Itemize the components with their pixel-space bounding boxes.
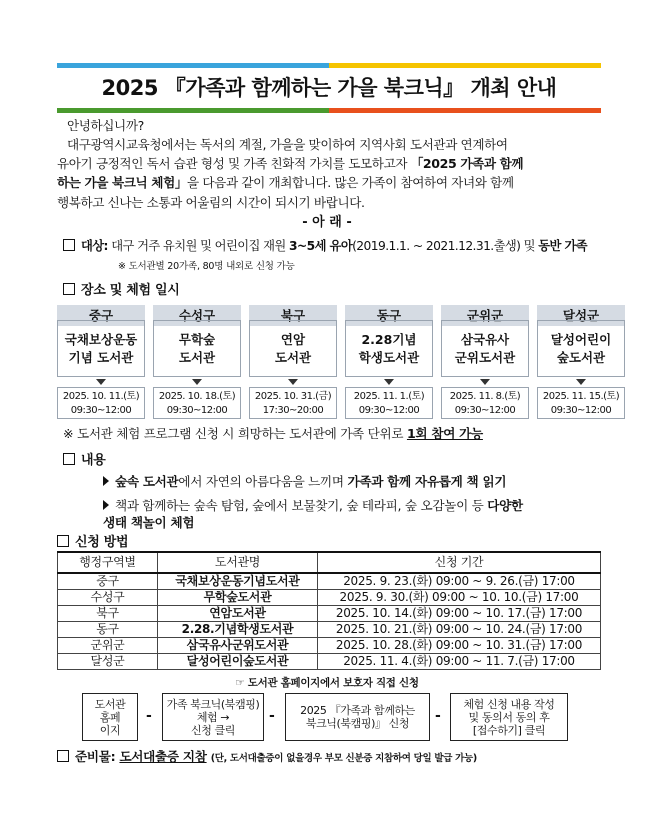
period-cell: 2025. 9. 23.(화) 09:00 ~ 9. 26.(금) 17:00 — [318, 573, 601, 590]
flow-dash: - — [435, 708, 441, 724]
title-bar-bottom-red — [329, 108, 601, 113]
target-section: 대상: 대구 거주 유치원 및 어린이집 재원 3~5세 유아(2019.1.1. ~ 2021.12.31.출생) 및 동반 가족 — [63, 236, 587, 254]
arrow-down-icon — [192, 379, 202, 385]
title-bar-top-yellow — [329, 63, 601, 68]
library-name — [441, 320, 529, 377]
apply-heading: 신청 방법 — [57, 531, 128, 550]
table-header: 도서관명 — [158, 552, 318, 573]
table-row — [58, 590, 601, 606]
library-name-text: 2.28기념 학생도서관 — [358, 331, 420, 365]
table-row — [58, 573, 601, 590]
library-district: 수성구 — [153, 305, 241, 326]
checkbox-icon — [63, 453, 75, 465]
district-cell: 북구 — [58, 606, 158, 622]
table-row — [58, 654, 601, 670]
library-time: 09:30~12:00 — [454, 405, 516, 416]
arrow-down-icon — [480, 379, 490, 385]
arrow-down-icon — [576, 379, 586, 385]
library-cell: 연암도서관 — [158, 606, 318, 622]
apply-table — [57, 551, 601, 670]
target-note: ※ 도서관별 20가족, 80명 내외로 신청 가능 — [118, 261, 295, 272]
library-name — [57, 320, 145, 377]
district-cell: 수성구 — [58, 590, 158, 606]
library-name — [345, 320, 433, 377]
flow-step-4: 체험 신청 내용 작성 및 동의서 동의 후 [접수하기] 클릭 — [450, 693, 568, 741]
library-date: 2025. 11. 15.(토) — [542, 391, 620, 402]
flow-step-3: 2025 『가족과 함께하는 북크닉(북캠핑)』 신청 — [285, 693, 430, 741]
flow-step-1: 도서관 홈페 이지 — [82, 693, 138, 741]
content-item-2: 책과 함께하는 숲속 탐험, 숲에서 보물찾기, 숲 테라피, 숲 오감놀이 등 다양한 — [103, 497, 523, 515]
greeting: 안녕하십니까? — [67, 118, 144, 133]
district-cell: 중구 — [58, 573, 158, 590]
library-schedule — [153, 387, 241, 419]
library-name-text: 달성어린이 숲도서관 — [550, 331, 612, 365]
library-date: 2025. 11. 8.(토) — [449, 391, 521, 402]
below-heading: - 아 래 - — [302, 215, 352, 230]
period-cell: 2025. 9. 30.(화) 09:00 ~ 10. 10.(금) 17:00 — [318, 590, 601, 606]
period-cell: 2025. 10. 21.(화) 09:00 ~ 10. 24.(금) 17:00 — [318, 622, 601, 638]
library-schedule — [345, 387, 433, 419]
library-schedule — [441, 387, 529, 419]
arrow-down-icon — [384, 379, 394, 385]
places-heading: 장소 및 체험 일시 — [63, 279, 179, 298]
district-cell: 군위군 — [58, 638, 158, 654]
library-cell: 2.28.기념학생도서관 — [158, 622, 318, 638]
library-date: 2025. 10. 18.(토) — [158, 391, 236, 402]
content-item-2-cont: 생태 책놀이 체험 — [103, 515, 195, 530]
table-header-row — [58, 552, 601, 573]
library-cell: 국채보상운동기념도서관 — [158, 573, 318, 590]
intro-paragraph — [57, 135, 609, 212]
library-name-text: 삼국유사 군위도서관 — [454, 331, 516, 365]
library-schedule — [249, 387, 337, 419]
library-name — [537, 320, 625, 377]
library-district: 북구 — [249, 305, 337, 326]
district-cell: 달성군 — [58, 654, 158, 670]
library-name-text: 무학숲 도서관 — [178, 331, 216, 365]
page-title: 2025 『가족과 함께하는 가을 북크닉』 개최 안내 — [101, 76, 557, 100]
intro-line-3: 하는 가을 북크닉 체험」을 다음과 같이 개최합니다. 많은 가족이 참여하여 자녀와 함께 — [57, 175, 514, 191]
content-heading: 내용 — [63, 449, 106, 468]
library-cell: 무학숲도서관 — [158, 590, 318, 606]
period-cell: 2025. 11. 4.(화) 09:00 ~ 11. 7.(금) 17:00 — [318, 654, 601, 670]
prep-section: 준비물: 도서대출증 지참 (단, 도서대출증이 없을경우 부모 신분증 지참하여 당일 발급 가능) — [57, 746, 477, 765]
library-district: 달성군 — [537, 305, 625, 326]
content-item-1: 숲속 도서관에서 자연의 아름다움을 느끼며 가족과 함께 자유롭게 책 읽기 — [103, 473, 506, 491]
library-cell: 삼국유사군위도서관 — [158, 638, 318, 654]
library-schedule — [57, 387, 145, 419]
table-header: 행정구역별 — [58, 552, 158, 573]
library-time: 09:30~12:00 — [166, 405, 228, 416]
period-cell: 2025. 10. 14.(화) 09:00 ~ 10. 17.(금) 17:00 — [318, 606, 601, 622]
library-cell: 달성어린이숲도서관 — [158, 654, 318, 670]
table-header: 신청 기간 — [318, 552, 601, 573]
period-cell: 2025. 10. 28.(화) 09:00 ~ 10. 31.(금) 17:00 — [318, 638, 601, 654]
checkbox-icon — [63, 239, 75, 251]
flow-step-2: 가족 북크닉(북캠핑) 체험 → 신청 클릭 — [162, 693, 264, 741]
library-time: 17:30~20:00 — [262, 405, 324, 416]
title-bar-bottom-green — [57, 108, 329, 113]
table-row — [58, 622, 601, 638]
library-date: 2025. 11. 1.(토) — [353, 391, 425, 402]
district-cell: 동구 — [58, 622, 158, 638]
arrow-down-icon — [96, 379, 106, 385]
library-name — [153, 320, 241, 377]
triangle-bullet-icon — [103, 500, 109, 510]
flow-dash: - — [146, 708, 152, 724]
library-date: 2025. 10. 11.(토) — [62, 391, 140, 402]
library-district: 중구 — [57, 305, 145, 326]
library-schedule — [537, 387, 625, 419]
title-bar-top-blue — [57, 63, 329, 68]
table-row — [58, 638, 601, 654]
checkbox-icon — [57, 535, 69, 547]
library-time: 09:30~12:00 — [550, 405, 612, 416]
checkbox-icon — [57, 750, 69, 762]
library-district: 동구 — [345, 305, 433, 326]
library-time: 09:30~12:00 — [358, 405, 420, 416]
table-row — [58, 606, 601, 622]
places-note: ※ 도서관 체험 프로그램 신청 시 희망하는 도서관에 가족 단위로 1회 참여 가능 — [63, 426, 483, 441]
arrow-down-icon — [288, 379, 298, 385]
apply-note: ☞ 도서관 홈페이지에서 보호자 직접 신청 — [235, 677, 419, 689]
library-name-text: 국채보상운동 기념 도서관 — [64, 331, 138, 365]
checkbox-icon — [63, 283, 75, 295]
library-time: 09:30~12:00 — [70, 405, 132, 416]
intro-line-2: 유아기 긍정적인 독서 습관 형성 및 가족 친화적 가치를 도모하고자 「2025 가족과 함께 — [57, 156, 524, 172]
library-name — [249, 320, 337, 377]
flow-dash: - — [269, 708, 275, 724]
intro-line-4: 행복하고 신나는 소통과 어울림의 시간이 되시기 바랍니다. — [57, 194, 365, 210]
intro-line-1: 대구광역시교육청에서는 독서의 계절, 가을을 맞이하여 지역사회 도서관과 연계하여 — [67, 137, 508, 152]
triangle-bullet-icon — [103, 476, 109, 486]
library-name-text: 연암 도서관 — [274, 331, 312, 365]
library-date: 2025. 10. 31.(금) — [254, 391, 332, 402]
library-district: 군위군 — [441, 305, 529, 326]
